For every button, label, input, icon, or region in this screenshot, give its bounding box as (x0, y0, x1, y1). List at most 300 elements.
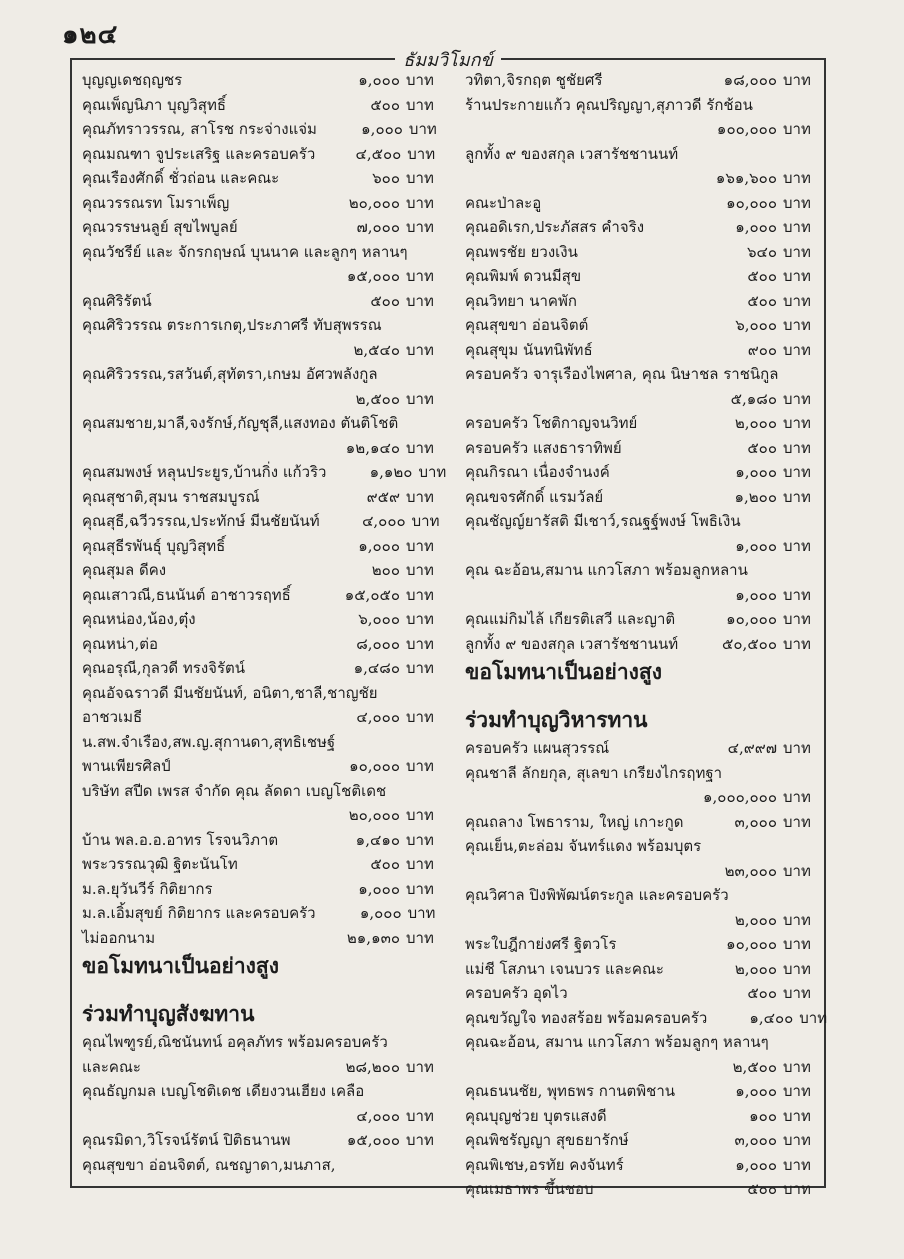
currency-unit: บาท (783, 634, 811, 653)
donation-amount: ๕๐๐ (747, 291, 777, 310)
donor-row (465, 583, 823, 608)
donor-row (82, 411, 446, 436)
donor-name: คุณขวัญใจ ทองสร้อย พร้อมครอบครัว (465, 1008, 708, 1027)
donor-row (82, 93, 446, 118)
donation-amount: ๑,๐๐๐ (735, 463, 777, 481)
currency-unit: บาท (406, 879, 434, 898)
currency-unit: บาท (406, 1106, 434, 1125)
donor-name: ม.ล.ยุวันวีร์ กิติยากร (82, 879, 213, 898)
donation-amount: ๙๕๙ (366, 487, 400, 506)
donor-name: แม่ชี โสภนา เจนบวร และคณะ (465, 959, 664, 978)
currency-unit: บาท (406, 830, 434, 849)
donation-amount: ๑,๐๐๐ (735, 1082, 777, 1100)
currency-unit: บาท (783, 1106, 811, 1125)
donor-row (82, 1153, 446, 1178)
currency-unit: บาท (418, 463, 447, 481)
donor-row (82, 485, 446, 510)
donor-row (82, 803, 446, 828)
donor-row (82, 558, 446, 583)
currency-unit: บาท (783, 536, 811, 555)
donor-name: พระใบฎีกาย่งศรี ฐิตวโร (465, 935, 617, 953)
spacer (465, 688, 823, 704)
donor-name: ม.ล.เอิ้มสุขย์ กิติยากร และครอบครัว (82, 904, 316, 922)
donor-row (465, 362, 823, 387)
donor-name: คุณหน่า,ต่อ (82, 634, 159, 653)
donor-row (465, 810, 823, 835)
donor-row (82, 656, 446, 681)
donor-row (82, 142, 446, 167)
donor-row (465, 460, 823, 485)
donor-name: คุณภัทราวรรณ, สาโรช กระจ่างแจ่ม (82, 120, 317, 138)
donor-row (465, 313, 823, 338)
currency-unit: บาท (406, 659, 434, 677)
donor-row (82, 901, 446, 926)
donor-row (465, 785, 823, 810)
donor-name: คุณศิริรัตน์ (82, 291, 152, 310)
donor-row (82, 926, 446, 951)
currency-unit: บาท (407, 904, 436, 922)
donor-name: ร้านประกายแก้ว คุณปริญญา,สุภาวดี รักช้อน (465, 95, 753, 114)
donation-amount: ๑,๔๐๐ (749, 1008, 794, 1027)
donation-amount: ๑๐,๐๐๐ (726, 193, 777, 212)
donor-row (465, 1006, 828, 1031)
currency-unit: บาท (783, 291, 811, 310)
donor-row (465, 1153, 823, 1178)
currency-unit: บาท (406, 95, 434, 114)
donor-name: คุณชัญญ์ยารัสติ มีเชาว์,รณฐฐ์พงษ์ โพธิเงิน (465, 512, 741, 530)
donation-amount: ๑๐๐,๐๐๐ (716, 120, 777, 138)
donation-amount: ๒๐,๐๐๐ (348, 806, 400, 824)
donation-amount: ๑,๐๐๐ (358, 879, 400, 898)
currency-unit: บาท (406, 708, 434, 726)
donor-row (465, 607, 823, 632)
donation-amount: ๑๘,๐๐๐ (723, 71, 777, 89)
donation-amount: ๕๐๐ (370, 291, 400, 310)
donor-name: คุณเรืองศักดิ์ ชั่วถ่อน และคณะ (82, 169, 280, 187)
donor-row (465, 1177, 823, 1202)
donor-row (465, 387, 823, 412)
currency-unit: บาท (406, 169, 434, 187)
donor-row (465, 981, 823, 1006)
donation-amount: ๕๐๐ (747, 984, 777, 1002)
currency-unit: บาท (783, 463, 811, 481)
donor-row (465, 883, 823, 908)
donor-name: คุณพรชัย ยวงเงิน (465, 242, 578, 261)
donor-row (82, 681, 446, 706)
donor-row (465, 1104, 823, 1129)
donation-amount: ๕๐๐ (370, 95, 400, 114)
donor-row (82, 215, 446, 240)
donor-row (82, 730, 446, 755)
donation-amount: ๑,๐๐๐ (735, 1155, 777, 1174)
currency-unit: บาท (783, 267, 811, 285)
currency-unit: บาท (406, 71, 434, 89)
donor-row (82, 1104, 446, 1129)
donation-amount: ๑,๐๐๐ (358, 71, 400, 89)
donor-name: พานเพียรศิลป์ (82, 757, 171, 775)
donation-amount: ๑๒,๑๔๐ (345, 438, 400, 457)
currency-unit: บาท (783, 340, 811, 359)
donor-row (465, 1030, 823, 1055)
donor-name: คุณศิริวรรณ ตระการเกตุ,ประภาศรี ทับสุพรรณ (82, 316, 382, 334)
donor-name: คุณพิชรัญญา สุขธยารักษ์ (465, 1131, 629, 1149)
donation-amount: ๖๐๐ (372, 169, 400, 187)
donation-amount: ๒๑,๑๓๐ (346, 928, 400, 947)
donation-amount: ๓,๐๐๐ (734, 1131, 777, 1149)
currency-unit: บาท (406, 585, 434, 604)
donation-amount: ๕๐๐ (747, 1180, 777, 1198)
donor-row (82, 1128, 446, 1153)
donor-name: คุณสุขขา อ่อนจิตต์ (465, 316, 589, 334)
donation-amount: ๒,๐๐๐ (734, 414, 777, 432)
donor-row (465, 1055, 823, 1080)
currency-unit: บาท (783, 414, 811, 432)
donor-name: ครอบครัว จารุเรืองไพศาล, คุณ นิษาชล ราชนิกูล (465, 365, 779, 383)
donor-name: ครอบครัว โชติกาญจนวิทย์ (465, 414, 638, 432)
donor-name: วทิตา,จิรกฤต ชูชัยศรี (465, 71, 603, 89)
donor-name: น.สพ.จำเรือง,สพ.ญ.สุกานดา,สุทธิเชษฐ์ (82, 732, 336, 751)
donor-name: คุณถลาง โพธาราม, ใหญ่ เกาะกูด (465, 812, 684, 831)
donor-row (465, 240, 823, 265)
donation-amount: ๖๔๐ (746, 242, 777, 261)
donor-row (82, 264, 446, 289)
currency-unit: บาท (406, 928, 434, 947)
donation-amount: ๑๐,๐๐๐ (349, 757, 400, 775)
donation-amount: ๗,๐๐๐ (356, 218, 400, 236)
donor-name: คุณกิรณา เนื่องจำนงค์ (465, 463, 610, 481)
donation-amount: ๘,๐๐๐ (356, 634, 400, 653)
donor-name: คุณสุมล ดีคง (82, 561, 167, 579)
donation-amount: ๕,๑๘๐ (730, 389, 777, 408)
donor-row (465, 338, 823, 363)
right-column (465, 68, 828, 1202)
currency-unit: บาท (783, 1082, 811, 1100)
donor-name: คุณวิศาล ปิงพิพัฒน์ตระกูล และครอบครัว (465, 886, 729, 904)
donor-name: ลูกทั้ง ๙ ของสกุล เวสารัชชานนท์ (465, 634, 679, 653)
donation-amount: ๑,๐๐๐ (735, 585, 777, 604)
donor-name: อาชวเมธี (82, 708, 143, 726)
currency-unit: บาท (406, 561, 434, 579)
donor-row (465, 191, 823, 216)
donor-row (465, 485, 823, 510)
donor-row (82, 607, 446, 632)
donor-name: ร่วมทำบุญวิหารทาน (465, 707, 648, 732)
donation-amount: ๑๐๐ (749, 1106, 777, 1125)
donor-row (465, 68, 823, 93)
currency-unit: บาท (783, 1155, 811, 1174)
donor-row (82, 338, 446, 363)
donor-row (82, 313, 446, 338)
donor-row (82, 362, 446, 387)
donor-row (465, 957, 823, 982)
donor-row (82, 117, 446, 142)
donor-name: คุณวัชรีย์ และ จักรกฤษณ์ บุนนาค และลูกๆ หลานๆ (82, 242, 408, 261)
donor-name: บ้าน พล.อ.อ.อาทร โรจนวิภาต (82, 830, 279, 849)
donor-name: คุณธัญกมล เบญโชติเดช เดียงวนเฮียง เคลือ (82, 1082, 365, 1100)
donor-row (82, 779, 446, 804)
donor-row (82, 460, 446, 485)
currency-unit: บาท (783, 585, 811, 604)
donor-name: คุณสมพงษ์ หลุนประยูร,บ้านกิ่ง แก้วริว (82, 463, 327, 481)
section-heading (82, 950, 446, 982)
donor-row (465, 509, 823, 534)
donor-name: คุณเพ็ญนิภา บุญวิสุทธิ์ (82, 95, 227, 114)
currency-unit: บาท (783, 610, 811, 628)
currency-unit: บาท (783, 861, 811, 880)
donation-amount: ๒๐๐ (371, 561, 400, 579)
donor-row (465, 411, 823, 436)
donor-row (82, 852, 446, 877)
currency-unit: บาท (406, 487, 434, 506)
currency-unit: บาท (783, 438, 811, 457)
currency-unit: บาท (406, 634, 434, 653)
currency-unit: บาท (407, 144, 436, 163)
donation-amount: ๑๐,๐๐๐ (726, 935, 777, 953)
currency-unit: บาท (783, 487, 811, 506)
donor-name: ขอโมทนาเป็นอย่างสูง (82, 953, 279, 978)
currency-unit: บาท (411, 512, 440, 530)
donor-name: บริษัท สปีด เพรส จำกัด คุณ ลัดดา เบญโชติเดช (82, 781, 387, 800)
donor-name: คุณสุธี,ฉวีวรรณ,ประทักษ์ มีนชัยนันท์ (82, 512, 320, 530)
donor-row (465, 908, 823, 933)
donor-row (82, 534, 446, 559)
donation-amount: ๑,๐๐๐ (361, 120, 403, 138)
donation-amount: ๔,๐๐๐ (356, 1106, 400, 1125)
donor-name: คุณรมิดา,วิโรจน์รัตน์ ปิติธนานพ (82, 1131, 291, 1149)
donor-row (82, 509, 446, 534)
donor-name: คุณแม่กิมไล้ เกียรติเสวี และญาติ (465, 610, 676, 628)
currency-unit: บาท (408, 120, 437, 138)
donation-amount: ๕๐๐ (747, 438, 777, 457)
donation-amount: ๔,๕๐๐ (355, 144, 402, 163)
donor-row (82, 632, 446, 657)
donation-amount: ๕๐๐ (747, 267, 777, 285)
section-title (465, 704, 823, 736)
donor-name: คุณ ฉะอ้อน,สมาน แกวโสภา พร้อมลูกหลาน (465, 561, 748, 579)
currency-unit: บาท (406, 193, 434, 212)
donor-name: คุณพิมพ์ ดวนมีสุข (465, 267, 582, 285)
donation-amount: ๑,๐๐๐,๐๐๐ (703, 788, 777, 806)
currency-unit: บาท (783, 218, 811, 236)
donor-name: คุณหน่อง,น้อง,ตุ๋ง (82, 610, 196, 628)
donor-name: คุณศิริวรรณ,รสวันต์,สุทัตรา,เกษม อัศวพลังกูล (82, 365, 378, 383)
donor-row (82, 583, 446, 608)
page-number: ๑๒๔ (62, 20, 119, 50)
currency-unit: บาท (783, 812, 811, 831)
donor-name: คุณอดิเรก,ประภัสสร คำจริง (465, 218, 645, 236)
donation-amount: ๑๐,๐๐๐ (726, 610, 777, 628)
donor-name: คุณไพฑูรย์,ณิชนันทน์ อคุลภัทร พร้อมครอบครัว (82, 1033, 388, 1051)
donation-amount: ๒,๕๐๐ (732, 1057, 777, 1076)
donor-row (82, 387, 446, 412)
currency-unit: บาท (406, 1131, 434, 1149)
donor-name: คุณอรุณี,กุลวดี ทรงจิรัตน์ (82, 659, 246, 677)
donor-row (82, 828, 446, 853)
donor-name: ขอโมทนาเป็นอย่างสูง (465, 659, 662, 684)
donor-row (465, 736, 823, 761)
currency-unit: บาท (406, 1057, 434, 1076)
donation-amount: ๑,๐๐๐ (358, 536, 400, 555)
header-title-text: ธัมมวิโมกข์ (395, 50, 501, 71)
donor-name: คุณสุขุม นันทนิพัทธ์ (465, 340, 593, 359)
donation-amount: ๑,๔๘๐ (353, 659, 400, 677)
currency-unit: บาท (783, 1131, 811, 1149)
donor-row (465, 932, 823, 957)
donor-name: บุญญเดชฤญชร (82, 71, 183, 89)
donor-row (82, 166, 446, 191)
donation-amount: ๔,๙๙๗ (727, 739, 777, 757)
donor-name: ครอบครัว อุดไว (465, 984, 568, 1002)
donor-name: คุณเสาวณี,ธนนันต์ อาชาวรฤทธิ์ (82, 585, 291, 604)
donor-name: คุณฉะอ้อน, สมาน แกวโสภา พร้อมลูกๆ หลานๆ (465, 1033, 769, 1051)
donor-row (465, 264, 823, 289)
currency-unit: บาท (783, 910, 811, 929)
donor-row (465, 215, 823, 240)
donation-amount: ๑,๐๐๐ (735, 536, 777, 555)
currency-unit: บาท (406, 267, 434, 285)
donation-amount: ๒,๐๐๐ (734, 910, 777, 929)
currency-unit: บาท (783, 959, 811, 978)
donation-amount: ๓,๐๐๐ (734, 812, 777, 831)
donation-amount: ๖,๐๐๐ (735, 316, 777, 334)
donor-name: ไม่ออกนาม (82, 928, 156, 947)
donor-row (82, 1055, 446, 1080)
section-heading (465, 656, 823, 688)
donation-amount: ๑๖๑,๖๐๐ (715, 169, 777, 187)
donation-amount: ๒๐,๐๐๐ (348, 193, 400, 212)
donor-row (82, 436, 446, 461)
donation-amount: ๒๘,๒๐๐ (345, 1057, 400, 1076)
donation-amount: ๑,๒๐๐ (734, 487, 777, 506)
donation-amount: ๒,๐๐๐ (734, 959, 777, 978)
donor-row (465, 558, 823, 583)
donor-row (82, 289, 446, 314)
currency-unit: บาท (406, 438, 434, 457)
donor-name: คุณมณฑา จูประเสริฐ และครอบครัว (82, 144, 316, 163)
currency-unit: บาท (406, 536, 434, 555)
donor-row (465, 859, 823, 884)
currency-unit: บาท (783, 935, 811, 953)
donor-name: และคณะ (82, 1057, 141, 1076)
currency-unit: บาท (406, 757, 434, 775)
donation-amount: ๑,๐๐๐ (735, 218, 777, 236)
donor-name: ลูกทั้ง ๙ ของสกุล เวสารัชชานนท์ (465, 144, 679, 163)
donor-name: คณะป่าละอู (465, 193, 542, 212)
currency-unit: บาท (406, 291, 434, 310)
donor-name: คุณเมธาพร ขึ้นชอบ (465, 1180, 594, 1198)
donor-name: ครอบครัว แผนสุวรรณ์ (465, 739, 610, 757)
donor-row (465, 142, 823, 167)
donation-amount: ๑๕,๐๐๐ (346, 267, 400, 285)
page-frame (70, 50, 828, 1198)
currency-unit: บาท (406, 806, 434, 824)
donor-row (465, 534, 823, 559)
donor-name: คุณวรรณรท โมราเพ็ญ (82, 193, 230, 212)
donor-row (82, 1079, 446, 1104)
currency-unit: บาท (783, 169, 811, 187)
currency-unit: บาท (406, 340, 434, 359)
donor-row (465, 632, 823, 657)
donor-row (465, 93, 823, 118)
donor-name: พระวรรณวุฒิ ฐิตะนันโท (82, 855, 238, 873)
donor-name: คุณวรรษนลูย์ สุขไพบูลย์ (82, 218, 238, 236)
donor-name: คุณสุขขา อ่อนจิตต์, ณชญาดา,มนภาส, (82, 1155, 336, 1174)
donor-row (465, 834, 823, 859)
donation-amount: ๖,๐๐๐ (358, 610, 400, 628)
currency-unit: บาท (783, 389, 811, 408)
currency-unit: บาท (783, 739, 811, 757)
donation-amount: ๔,๐๐๐ (362, 512, 406, 530)
donation-amount: ๔,๐๐๐ (356, 708, 400, 726)
donor-name: คุณบุญช่วย บุตรแสงดี (465, 1106, 607, 1125)
donor-row (465, 761, 823, 786)
currency-unit: บาท (406, 218, 434, 236)
donor-name: คุณชาลี ลักยกุล, สุเลขา เกรียงไกรฤทฐา (465, 763, 723, 782)
donor-name: คุณสุธีรพันธุ์ บุญวิสุทธิ์ (82, 536, 226, 555)
currency-unit: บาท (406, 610, 434, 628)
donor-name: คุณวิทยา นาคพัก (465, 291, 577, 310)
donor-name: ร่วมทำบุญสังฆทาน (82, 1001, 255, 1026)
donor-row (82, 240, 446, 265)
section-title (82, 998, 446, 1030)
currency-unit: บาท (783, 1180, 811, 1198)
donor-name: คุณพิเชษ,อรทัย คงจันทร์ (465, 1155, 624, 1174)
currency-unit: บาท (783, 788, 811, 806)
donor-row (465, 117, 823, 142)
donor-row (465, 289, 823, 314)
donation-amount: ๒,๕๐๐ (355, 389, 400, 408)
donor-row (82, 1030, 446, 1055)
currency-unit: บาท (783, 71, 811, 89)
donor-name: คุณอัจฉราวดี มีนชัยนันท์, อนิตา,ชาลี,ชาญชัย (82, 683, 378, 702)
spacer (82, 982, 446, 998)
donation-amount: ๙๐๐ (747, 340, 777, 359)
currency-unit: บาท (799, 1008, 828, 1027)
donor-row (82, 68, 446, 93)
currency-unit: บาท (783, 984, 811, 1002)
donor-name: คุณเย็น,ตะล่อม จันทร์แดง พร้อมบุตร (465, 837, 702, 855)
donor-row (465, 1128, 823, 1153)
donor-name: คุณสมชาย,มาลี,จงรักษ์,กัญชุลี,แสงทอง ตันติโชติ (82, 414, 399, 432)
left-column (82, 68, 446, 1177)
donation-amount: ๕๐,๕๐๐ (722, 634, 777, 653)
donor-row (82, 877, 446, 902)
donor-row (465, 166, 823, 191)
donor-row (465, 436, 823, 461)
donor-name: คุณขจรศักดิ์ แรมวัลย์ (465, 487, 604, 506)
donation-amount: ๒,๕๔๐ (353, 340, 400, 359)
currency-unit: บาท (783, 316, 811, 334)
donation-amount: ๑๕,๐๐๐ (346, 1131, 400, 1149)
donation-amount: ๒๓,๐๐๐ (724, 861, 777, 880)
donor-row (82, 191, 446, 216)
donation-amount: ๑,๔๑๐ (355, 830, 400, 849)
donor-row (82, 705, 446, 730)
currency-unit: บาท (783, 242, 811, 261)
donor-row (465, 1079, 823, 1104)
donation-amount: ๑,๑๒๐ (369, 463, 413, 481)
donor-name: ครอบครัว แสงธาราทิพย์ (465, 438, 622, 457)
donor-name: คุณสุชาติ,สุมน ราชสมบูรณ์ (82, 487, 260, 506)
donor-row (82, 754, 446, 779)
donation-amount: ๕๐๐ (370, 855, 400, 873)
currency-unit: บาท (783, 1057, 811, 1076)
donation-amount: ๑๕,๐๕๐ (344, 585, 400, 604)
currency-unit: บาท (406, 389, 434, 408)
currency-unit: บาท (406, 855, 434, 873)
donor-name: คุณธนนชัย, พุทธพร กานตพิชาน (465, 1082, 676, 1100)
currency-unit: บาท (783, 120, 811, 138)
